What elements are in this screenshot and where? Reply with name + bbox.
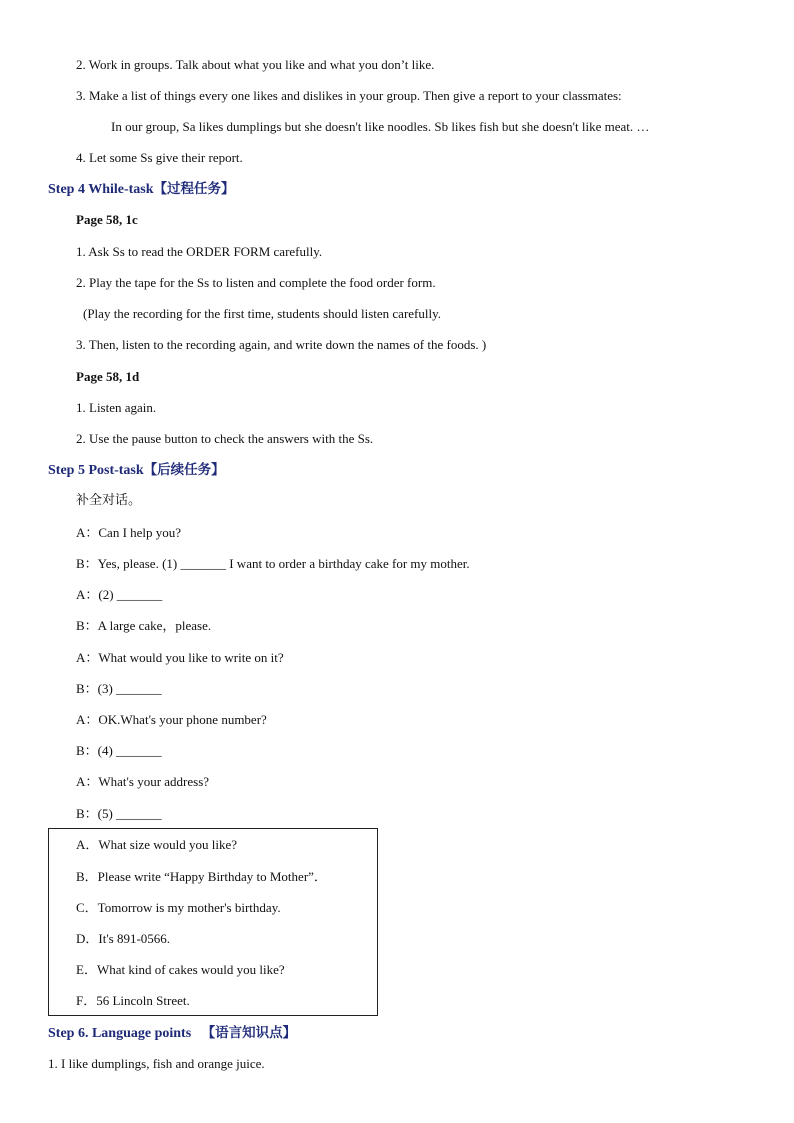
activity-item-2: 2. Work in groups. Talk about what you like and what you don’t like.	[76, 57, 435, 72]
step5-heading	[48, 461, 225, 480]
page-ref-1c: Page 58, 1c	[76, 212, 138, 227]
dialogue-line: A：Can I help you?	[76, 525, 182, 540]
step6-heading	[48, 1024, 296, 1043]
step4-item: 2. Use the pause button to check the answers with the Ss.	[76, 431, 374, 446]
option-item: F．56 Lincoln Street.	[76, 993, 190, 1008]
step6-cn-label: 【语言知识点】	[201, 1025, 297, 1041]
report-example: In our group, Sa likes dumplings but she doesn't like noodles. Sb likes fish but she doesn't like meat. …	[111, 119, 650, 134]
dialogue-line: A：What's your address?	[76, 774, 210, 789]
step5-cn-label: 【后续任务】	[143, 462, 225, 478]
step4-label: Step 4 While-task	[48, 182, 154, 197]
dialogue-line: A：What would you like to write on it?	[76, 650, 284, 665]
step4-item: 3. Then, listen to the recording again, and write down the names of the foods. )	[76, 337, 487, 352]
dialogue-line: B：A large cake，please.	[76, 618, 212, 633]
option-item: C．Tomorrow is my mother's birthday.	[76, 900, 281, 915]
language-point-1: 1. I like dumplings, fish and orange juice.	[48, 1056, 265, 1071]
option-item: A．What size would you like?	[76, 837, 238, 852]
step6-label: Step 6. Language points	[48, 1026, 192, 1041]
option-item: D．It's 891-0566.	[76, 931, 171, 946]
step4-item: 1. Listen again.	[76, 400, 157, 415]
dialogue-line: A：(2) _______	[76, 587, 163, 602]
step4-heading	[48, 180, 235, 199]
options-box	[48, 828, 378, 1016]
dialogue-line: B：(3) _______	[76, 681, 162, 696]
step5-label: Step 5 Post-task	[48, 463, 144, 478]
dialogue-line: A：OK.What's your phone number?	[76, 712, 267, 727]
step5-instruction: 补全对话。	[76, 493, 142, 508]
dialogue-line: B：(4) _______	[76, 743, 162, 758]
option-item: E．What kind of cakes would you like?	[76, 962, 285, 977]
page-ref-1d: Page 58, 1d	[76, 369, 140, 384]
step4-item: (Play the recording for the first time, students should listen carefully.	[83, 306, 442, 321]
dialogue-line: B：Yes, please. (1) _______ I want to order a birthday cake for my mother.	[76, 556, 470, 571]
option-item: B．Please write “Happy Birthday to Mother”．	[76, 869, 327, 884]
step4-item: 1. Ask Ss to read the ORDER FORM carefully.	[76, 244, 323, 259]
step4-cn-label: 【过程任务】	[153, 181, 235, 197]
step4-item: 2. Play the tape for the Ss to listen and complete the food order form.	[76, 275, 436, 290]
activity-item-4: 4. Let some Ss give their report.	[76, 150, 243, 165]
activity-item-3: 3. Make a list of things every one likes and dislikes in your group. Then give a report to your classmates:	[76, 88, 622, 103]
dialogue-line: B：(5) _______	[76, 806, 162, 821]
